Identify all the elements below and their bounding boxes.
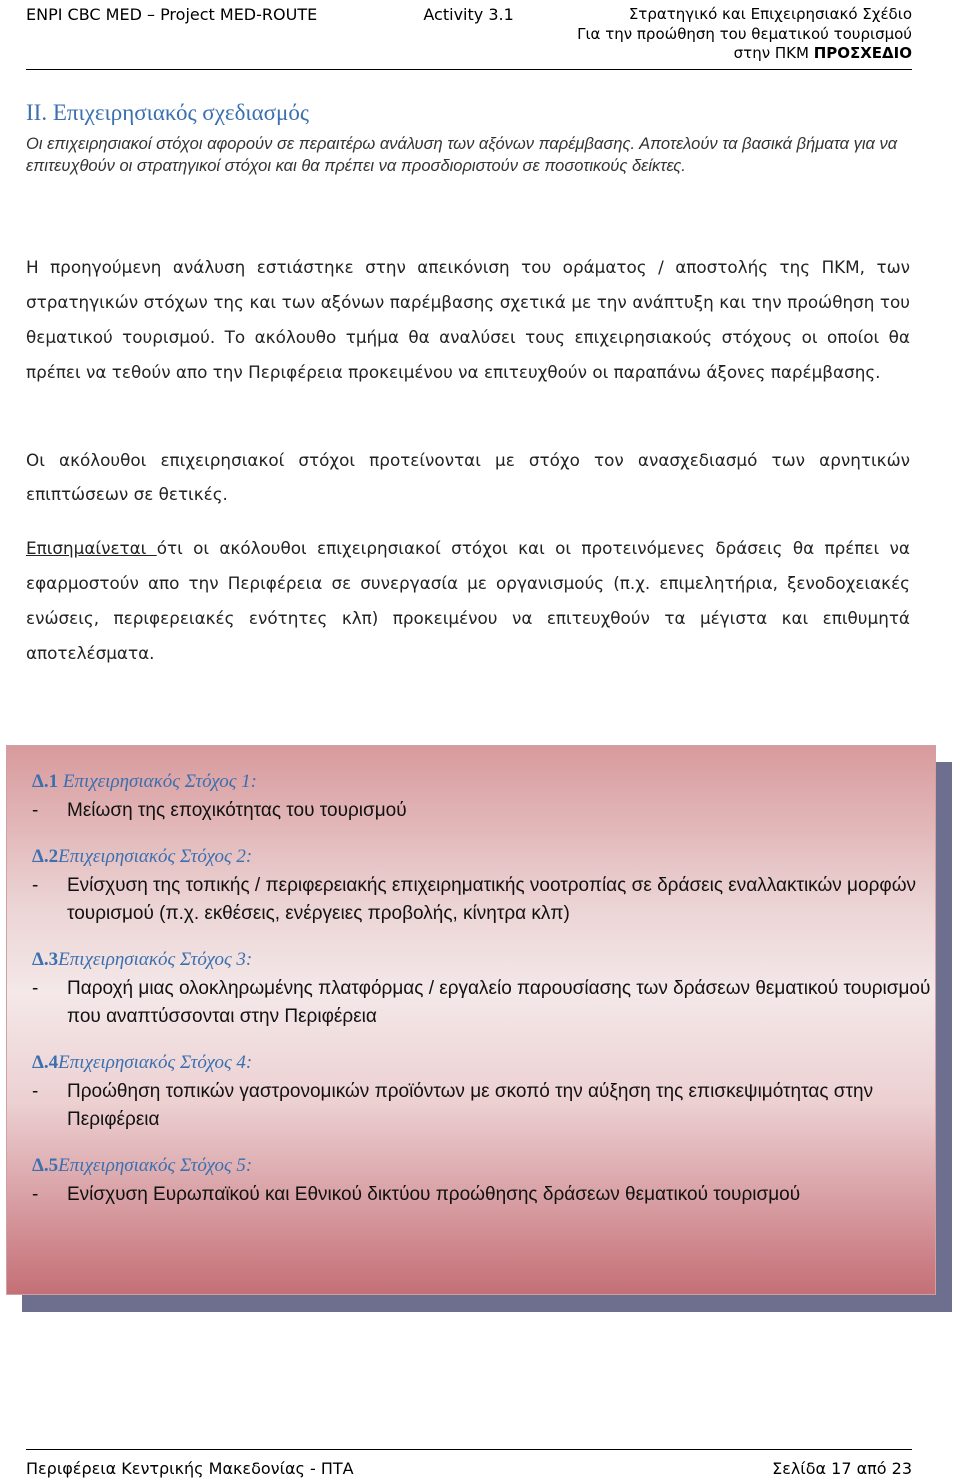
goal-code-1: Δ.1 — [32, 771, 59, 792]
goal-heading-1 — [32, 771, 257, 793]
goal-text-2: Ενίσχυση της τοπικής / περιφερειακής επιχειρηματικής νοοτροπίας σε δράσεις εναλλακτικών μορφών τουρισμού (π.χ. εκθέσεις, ενέργειες προβολής, κίνητρα κλπ) — [67, 875, 917, 924]
header-project-name: ENPI CBC MED – Project MED-ROUTE — [26, 5, 318, 24]
goal-text-1: Μείωση της εποχικότητας του τουρισμού — [67, 800, 407, 821]
goal-heading-4 — [32, 1052, 252, 1074]
goal-label-3: Επιχειρησιακός Στόχος 3: — [58, 949, 253, 970]
header-title-line2: Για την προώθηση του θεματικού τουρισμού — [577, 24, 912, 43]
header-activity: Activity 3.1 — [423, 5, 514, 24]
paragraph-3 — [26, 531, 910, 671]
goal-text-3: Παροχή μιας ολοκληρωμένης πλατφόρμας / εργαλείο παρουσίασης των δράσεων θεματικού τουρισμού που αναπτύσσονται στην Περιφέρεια — [67, 978, 931, 1027]
dash-3: - — [32, 978, 39, 999]
goals-box — [6, 745, 936, 1295]
footer-rule — [26, 1449, 912, 1450]
goal-text-4: Προώθηση τοπικών γαστρονομικών προϊόντων με σκοπό την αύξηση της επισκεψιμότητας στην Περιφέρεια — [67, 1081, 874, 1130]
goal-item-3 — [32, 975, 932, 1031]
goal-label-1: Επιχειρησιακός Στόχος 1: — [58, 771, 258, 792]
goal-label-5: Επιχειρησιακός Στόχος 5: — [58, 1155, 253, 1176]
section-intro: Οι επιχειρησιακοί στόχοι αφορούν σε περαιτέρω ανάλυση των αξόνων παρέμβασης. Αποτελούν τα βασικά βήματα για να επιτευχθούν οι στρατηγικοί στόχοι και θα πρέπει να προσδιοριστούν σε ποσοτικούς δείκτες. — [26, 135, 898, 175]
goal-code-5: Δ.5 — [32, 1155, 59, 1176]
goal-heading-2 — [32, 846, 252, 868]
header-rule — [26, 69, 912, 70]
section-title: II. Επιχειρησιακός σχεδιασμός — [26, 100, 309, 125]
dash-1: - — [32, 800, 39, 821]
footer-organization: Περιφέρεια Κεντρικής Μακεδονίας - ΠΤΑ — [26, 1459, 354, 1478]
paragraph-3-emphasis: Επισημαίνεται — [26, 538, 157, 558]
goal-item-2 — [32, 872, 932, 928]
goal-heading-5 — [32, 1155, 252, 1177]
goal-item-4 — [32, 1078, 932, 1134]
goal-label-2: Επιχειρησιακός Στόχος 2: — [58, 846, 253, 867]
dash-4: - — [32, 1081, 39, 1102]
draft-label: ΠΡΟΣΧΕΔΙΟ — [813, 44, 912, 62]
header-document-title — [577, 5, 912, 64]
dash-5: - — [32, 1184, 39, 1205]
header-title-line3-prefix: στην ΠΚΜ — [733, 44, 814, 62]
goal-text-5: Ενίσχυση Ευρωπαϊκού και Εθνικού δικτύου προώθησης δράσεων θεματικού τουρισμού — [67, 1184, 801, 1205]
goal-code-2: Δ.2 — [32, 846, 59, 867]
goal-label-4: Επιχειρησιακός Στόχος 4: — [58, 1052, 253, 1073]
goal-heading-3 — [32, 949, 252, 971]
header-title-line1: Στρατηγικό και Επιχειρησιακό Σχέδιο — [628, 5, 912, 23]
header-project — [26, 5, 514, 24]
paragraph-3-text: ότι οι ακόλουθοι επιχειρησιακοί στόχοι και οι προτεινόμενες δράσεις θα πρέπει να εφαρμοστούν απο την Περιφέρεια σε συνεργασία με οργανισμούς (π.χ. επιμελητήρια, ξενοδοχειακές ενώσεις, περιφερειακές ενότητες κλπ) προκειμένου να επιτευχθούν τα μέγιστα και επιθυμητά αποτελέσματα. — [26, 538, 910, 663]
dash-2: - — [32, 875, 39, 896]
paragraph-2: Οι ακόλουθοι επιχειρησιακοί στόχοι προτείνονται με στόχο τον ανασχεδιασμό των αρνητικών επιπτώσεων σε θετικές. — [26, 450, 910, 504]
goal-code-3: Δ.3 — [32, 949, 59, 970]
goal-item-1 — [32, 797, 932, 825]
page-header — [0, 0, 960, 70]
page-number: Σελίδα 17 από 23 — [772, 1459, 912, 1478]
goal-item-5 — [32, 1181, 932, 1209]
paragraph-1: Η προηγούμενη ανάλυση εστιάστηκε στην απεικόνιση του οράματος / αποστολής της ΠΚΜ, των στρατηγικών στόχων της και των αξόνων παρέμβασης σχετικά με την ανάπτυξη και την προώθηση του θεματικού τουρισμού. Το ακόλουθο τμήμα θα αναλύσει τους επιχειρησιακούς στόχους οι οποίοι θα πρέπει να τεθούν απο την Περιφέρεια προκειμένου να επιτευχθούν οι παραπάνω άξονες παρέμβασης. — [26, 257, 910, 382]
header-title-line3 — [577, 44, 912, 64]
goal-code-4: Δ.4 — [32, 1052, 59, 1073]
